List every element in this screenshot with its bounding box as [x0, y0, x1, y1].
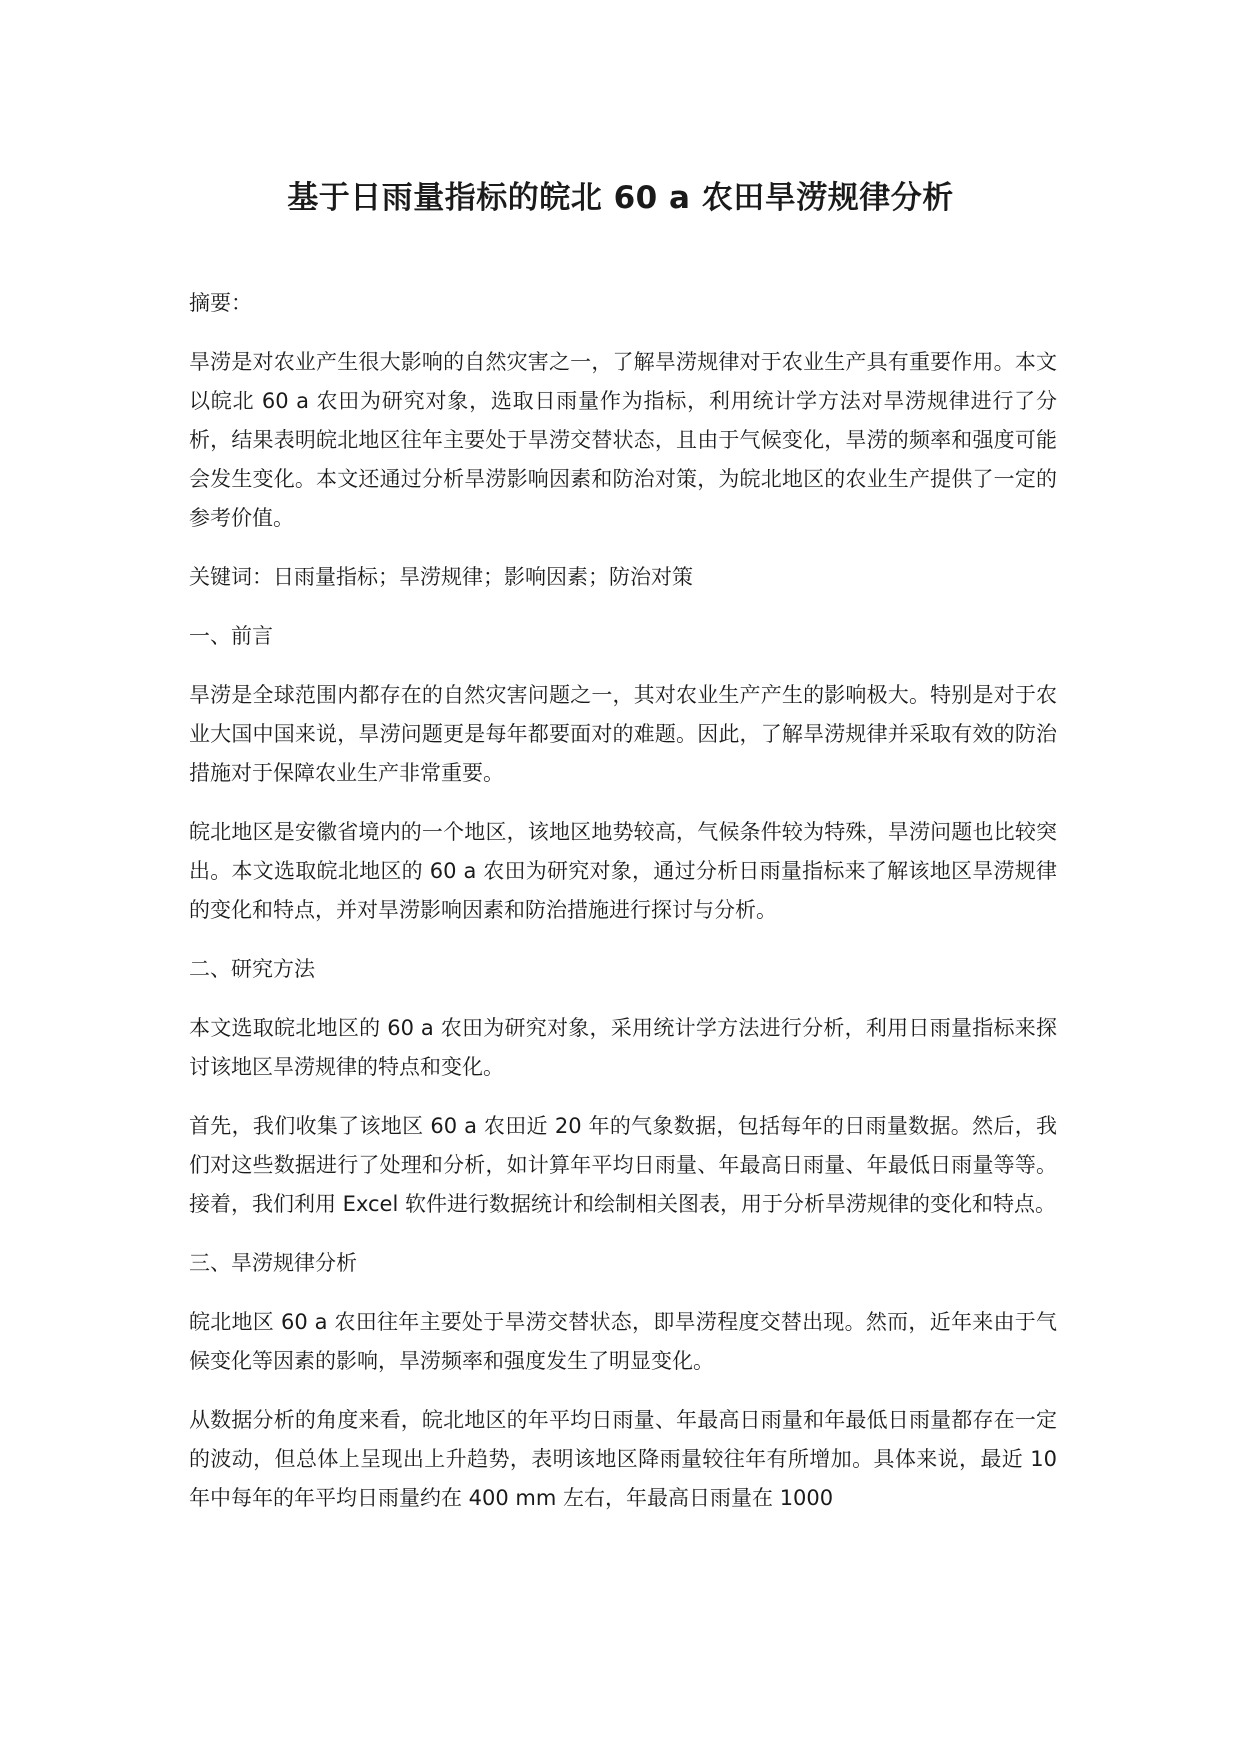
- section-paragraph: 本文选取皖北地区的 60 a 农田为研究对象，采用统计学方法进行分析，利用日雨量指标来探讨该地区旱涝规律的特点和变化。: [189, 1016, 1057, 1079]
- abstract-label: 摘要：: [189, 291, 252, 315]
- section-paragraph: 皖北地区 60 a 农田往年主要处于旱涝交替状态，即旱涝程度交替出现。然而，近年来由于气候变化等因素的影响，旱涝频率和强度发生了明显变化。: [189, 1310, 1057, 1373]
- document-title: 基于日雨量指标的皖北 60 a 农田旱涝规律分析: [287, 180, 954, 216]
- keywords-line: 关键词：日雨量指标；旱涝规律；影响因素；防治对策: [189, 565, 693, 589]
- section-paragraph: 首先，我们收集了该地区 60 a 农田近 20 年的气象数据，包括每年的日雨量数据。然后，我们对这些数据进行了处理和分析，如计算年平均日雨量、年最高日雨量、年最低日雨量等等。接着，我们利用 Excel 软件进行数据统计和绘制相关图表，用于分析旱涝规律的变化和特点。: [189, 1114, 1057, 1216]
- section-heading-introduction: 一、前言: [189, 624, 273, 648]
- document-body: [189, 284, 1057, 1538]
- abstract-paragraph: 旱涝是对农业产生很大影响的自然灾害之一，了解旱涝规律对于农业生产具有重要作用。本文以皖北 60 a 农田为研究对象，选取日雨量作为指标，利用统计学方法对旱涝规律进行了分析，结果表明皖北地区往年主要处于旱涝交替状态，且由于气候变化，旱涝的频率和强度可能会发生变化。本文还通过分析旱涝影响因素和防治对策，为皖北地区的农业生产提供了一定的参考价值。: [189, 350, 1057, 530]
- section-heading-methods: 二、研究方法: [189, 957, 315, 981]
- section-paragraph: 从数据分析的角度来看，皖北地区的年平均日雨量、年最高日雨量和年最低日雨量都存在一定的波动，但总体上呈现出上升趋势，表明该地区降雨量较往年有所增加。具体来说，最近 10 年中每年的年平均日雨量约在 400 mm 左右，年最高日雨量在 1000: [189, 1408, 1057, 1510]
- section-paragraph: 旱涝是全球范围内都存在的自然灾害问题之一，其对农业生产产生的影响极大。特别是对于农业大国中国来说，旱涝问题更是每年都要面对的难题。因此，了解旱涝规律并采取有效的防治措施对于保障农业生产非常重要。: [189, 683, 1057, 785]
- section-heading-analysis: 三、旱涝规律分析: [189, 1251, 357, 1275]
- section-paragraph: 皖北地区是安徽省境内的一个地区，该地区地势较高，气候条件较为特殊，旱涝问题也比较突出。本文选取皖北地区的 60 a 农田为研究对象，通过分析日雨量指标来了解该地区旱涝规律的变化和特点，并对旱涝影响因素和防治措施进行探讨与分析。: [189, 820, 1057, 922]
